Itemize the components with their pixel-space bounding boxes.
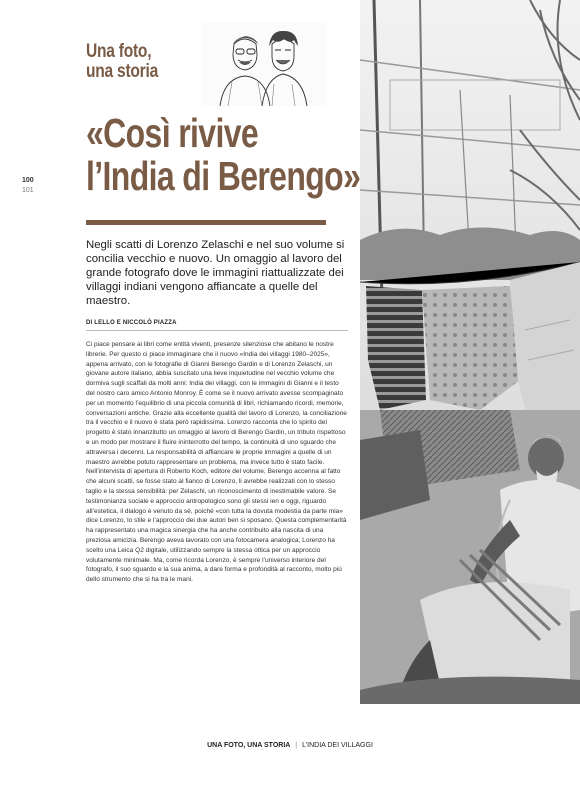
footer-separator: | bbox=[295, 742, 298, 749]
title-line-1: «Così rivive bbox=[86, 110, 259, 156]
title-line-2: l’India di Berengo» bbox=[86, 153, 361, 199]
kicker-line-1: Una foto, bbox=[86, 41, 152, 62]
kicker-line-2: una storia bbox=[86, 61, 159, 82]
page-number-next: 101 bbox=[22, 187, 34, 194]
article-byline: DI LELLO E NICCOLÒ PIAZZA bbox=[86, 320, 177, 326]
page-numbers bbox=[22, 176, 34, 196]
page-number-current: 100 bbox=[22, 177, 34, 184]
footer-topic: L’INDIA DEI VILLAGGI bbox=[302, 742, 373, 749]
article-lede: Negli scatti di Lorenzo Zelaschi e nel suo volume si concilia vecchio e nuovo. Un omaggio al lavoro del grande fotografo dove le immagini riattualizzate dei villaggi indiani vengono affiancate a quelle del maestro. bbox=[86, 239, 345, 307]
photo-icon bbox=[360, 0, 580, 704]
page-footer bbox=[0, 742, 580, 749]
article-body: Ci piace pensare ai libri come entità viventi, presenze silenziose che abitano le nostre librerie. Per questo ci piace immaginare che il nuovo «India dei villaggi 1980–2025», appena arrivato, con le fotografie di Gianni Berengo Gardin e di Lorenzo Zelaschi, un giovane autore italiano, abbia suscitato una lieve inquietudine nel vecchio volume che dormiva sugli scaffali da molti anni: India dei villaggi, con le immagini di Gianni e il testo del nostro caro amico Antonio Monroy. È come se il nuovo arrivato avesse scompaginato per un momento l’equilibrio di una piccola comunità di libri, richiamando ricordi, memorie, conversazioni antiche. Grazie alla eccellente qualità del lavoro di Lorenzo, la conciliazione tra il vecchio e il nuovo è stata però rapidissima. Lorenzo racconta che lo spirito del progetto è stato innanzitutto un omaggio al lavoro di Berengo Gardin, un tributo rispettoso e un modo per mostrare il fluire ininterrotto del tempo, la continuità di uno sguardo che attraversa i decenni. La responsabilità di affiancare le proprie immagini a quelle di un maestro avrebbe potuto rappresentare un problema, ma invece tutto è stato facile. Nell’intervista di apertura di Roberto Koch, editore del volume, Berengo accenna al fatto che alcuni scatti, se fosse stato al fianco di Lorenzo, li avrebbe realizzati con lo stesso taglio e la stessa sensibilità: per Zelaschi, un riconoscimento di inestimabile valore. Se testimonianza sociale e approccio antropologico sono gli stessi ieri e oggi, riguardo all’estetica, il dialogo è venuto da sé, poiché «con tutta la dovuta modestia da parte mia» dice Lorenzo, lo stile e l’approccio dei due autori ben si sposano. Questa complementarità ha rappresentato una magica sinergia che ha anche contribuito alla nascita di una preziosa amicizia. Berengo aveva lavorato con una fotocamera analogica; Lorenzo ha scelto una Leica Q2 digitale, utilizzando sempre la stessa ottica per un approccio volutamente minimale. Ma, come ricorda Lorenzo, è sempre l’universo interiore del fotografo, il suo sguardo e la sua anima, a dare forma e profondità al racconto, molto più dello strumento che si ha tra le mani. bbox=[86, 341, 347, 584]
title-divider bbox=[86, 220, 326, 225]
section-kicker bbox=[86, 42, 158, 82]
footer-section: UNA FOTO, UNA STORIA bbox=[207, 742, 291, 749]
byline-divider bbox=[86, 330, 348, 331]
sketch-portrait-icon bbox=[202, 22, 326, 106]
article-title bbox=[86, 112, 360, 198]
